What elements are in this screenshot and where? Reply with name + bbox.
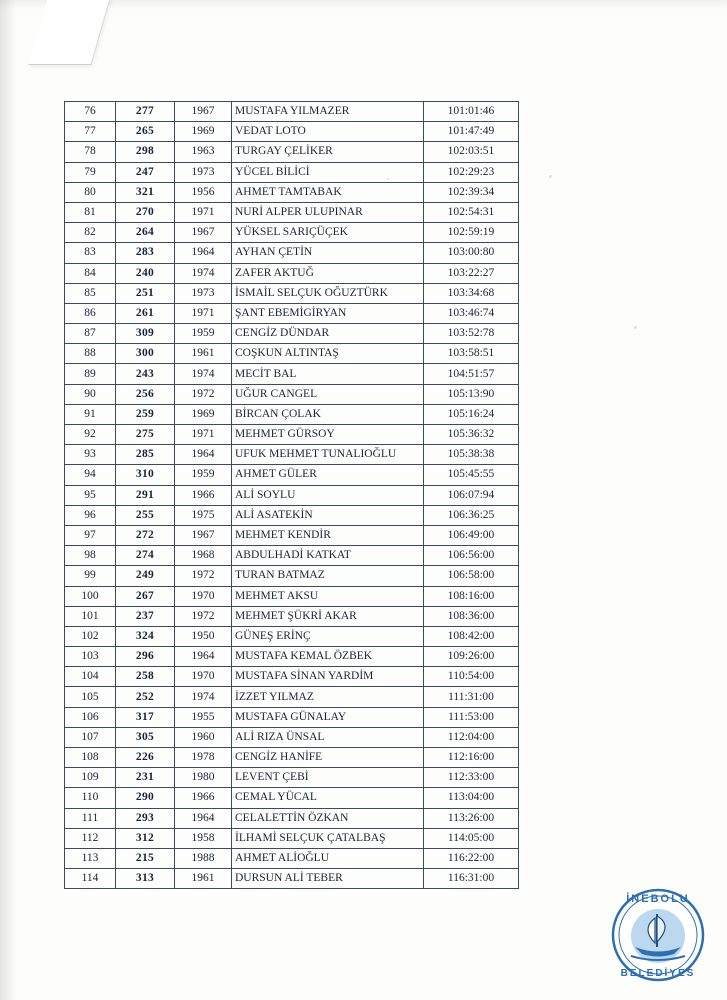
table-row bbox=[65, 707, 519, 727]
cell-participant-name: ALİ ASATEKİN bbox=[232, 505, 424, 525]
table-row bbox=[65, 243, 519, 263]
cell-bib-number: 237 bbox=[116, 606, 175, 626]
cell-bib-number: 305 bbox=[116, 727, 175, 747]
table-row bbox=[65, 485, 519, 505]
cell-birth-year: 1956 bbox=[175, 182, 232, 202]
cell-participant-name: TURAN BATMAZ bbox=[232, 566, 424, 586]
table-row bbox=[65, 828, 519, 848]
cell-finish-time: 106:58:00 bbox=[424, 566, 519, 586]
table-row bbox=[65, 869, 519, 889]
cell-birth-year: 1988 bbox=[175, 848, 232, 868]
cell-participant-name: COŞKUN ALTINTAŞ bbox=[232, 344, 424, 364]
table-row bbox=[65, 525, 519, 545]
cell-finish-time: 113:04:00 bbox=[424, 788, 519, 808]
cell-bib-number: 310 bbox=[116, 465, 175, 485]
cell-bib-number: 285 bbox=[116, 445, 175, 465]
cell-participant-name: İSMAİL SELÇUK OĞUZTÜRK bbox=[232, 283, 424, 303]
table-row bbox=[65, 808, 519, 828]
cell-finish-time: 106:56:00 bbox=[424, 546, 519, 566]
cell-participant-name: MECİT BAL bbox=[232, 364, 424, 384]
cell-rank: 106 bbox=[65, 707, 116, 727]
cell-finish-time: 103:58:51 bbox=[424, 344, 519, 364]
table-row bbox=[65, 586, 519, 606]
cell-birth-year: 1958 bbox=[175, 828, 232, 848]
cell-rank: 111 bbox=[65, 808, 116, 828]
cell-participant-name: AYHAN ÇETİN bbox=[232, 243, 424, 263]
cell-participant-name: UFUK MEHMET TUNALIOĞLU bbox=[232, 445, 424, 465]
table-row bbox=[65, 102, 519, 122]
cell-birth-year: 1970 bbox=[175, 586, 232, 606]
cell-rank: 99 bbox=[65, 566, 116, 586]
cell-finish-time: 116:22:00 bbox=[424, 848, 519, 868]
cell-finish-time: 102:03:51 bbox=[424, 142, 519, 162]
cell-birth-year: 1971 bbox=[175, 425, 232, 445]
cell-bib-number: 291 bbox=[116, 485, 175, 505]
cell-birth-year: 1972 bbox=[175, 384, 232, 404]
table-row bbox=[65, 566, 519, 586]
cell-bib-number: 317 bbox=[116, 707, 175, 727]
cell-participant-name: MUSTAFA YILMAZER bbox=[232, 102, 424, 122]
municipality-logo bbox=[605, 884, 711, 986]
cell-rank: 77 bbox=[65, 122, 116, 142]
cell-birth-year: 1978 bbox=[175, 748, 232, 768]
cell-participant-name: MEHMET KENDİR bbox=[232, 525, 424, 545]
cell-rank: 105 bbox=[65, 687, 116, 707]
cell-birth-year: 1973 bbox=[175, 283, 232, 303]
cell-rank: 114 bbox=[65, 869, 116, 889]
cell-participant-name: MEHMET ŞÜKRİ AKAR bbox=[232, 606, 424, 626]
table-row bbox=[65, 626, 519, 646]
table-row bbox=[65, 162, 519, 182]
cell-finish-time: 109:26:00 bbox=[424, 647, 519, 667]
cell-rank: 76 bbox=[65, 102, 116, 122]
cell-rank: 95 bbox=[65, 485, 116, 505]
cell-rank: 86 bbox=[65, 303, 116, 323]
cell-participant-name: AHMET TAMTABAK bbox=[232, 182, 424, 202]
cell-birth-year: 1972 bbox=[175, 566, 232, 586]
table-row bbox=[65, 404, 519, 424]
cell-bib-number: 312 bbox=[116, 828, 175, 848]
cell-bib-number: 259 bbox=[116, 404, 175, 424]
cell-rank: 104 bbox=[65, 667, 116, 687]
cell-birth-year: 1955 bbox=[175, 707, 232, 727]
table-row bbox=[65, 687, 519, 707]
cell-participant-name: CENGİZ DÜNDAR bbox=[232, 324, 424, 344]
results-table bbox=[64, 101, 519, 889]
cell-participant-name: DURSUN ALİ TEBER bbox=[232, 869, 424, 889]
cell-rank: 93 bbox=[65, 445, 116, 465]
cell-bib-number: 321 bbox=[116, 182, 175, 202]
page-edge-shadow bbox=[0, 0, 16, 1000]
cell-bib-number: 247 bbox=[116, 162, 175, 182]
cell-bib-number: 265 bbox=[116, 122, 175, 142]
cell-finish-time: 112:33:00 bbox=[424, 768, 519, 788]
table-row bbox=[65, 344, 519, 364]
cell-participant-name: MUSTAFA KEMAL ÖZBEK bbox=[232, 647, 424, 667]
cell-finish-time: 108:42:00 bbox=[424, 626, 519, 646]
cell-rank: 85 bbox=[65, 283, 116, 303]
table-row bbox=[65, 647, 519, 667]
cell-bib-number: 251 bbox=[116, 283, 175, 303]
cell-participant-name: GÜNEŞ ERİNÇ bbox=[232, 626, 424, 646]
cell-bib-number: 258 bbox=[116, 667, 175, 687]
table-row bbox=[65, 748, 519, 768]
cell-birth-year: 1967 bbox=[175, 223, 232, 243]
cell-finish-time: 101:47:49 bbox=[424, 122, 519, 142]
cell-bib-number: 313 bbox=[116, 869, 175, 889]
cell-birth-year: 1974 bbox=[175, 364, 232, 384]
table-row bbox=[65, 303, 519, 323]
cell-participant-name: NURİ ALPER ULUPINAR bbox=[232, 202, 424, 222]
cell-rank: 81 bbox=[65, 202, 116, 222]
cell-finish-time: 105:38:38 bbox=[424, 445, 519, 465]
cell-bib-number: 277 bbox=[116, 102, 175, 122]
cell-participant-name: MEHMET GÜRSOY bbox=[232, 425, 424, 445]
cell-birth-year: 1968 bbox=[175, 546, 232, 566]
cell-finish-time: 112:16:00 bbox=[424, 748, 519, 768]
cell-bib-number: 293 bbox=[116, 808, 175, 828]
cell-participant-name: ZAFER AKTUĞ bbox=[232, 263, 424, 283]
cell-bib-number: 231 bbox=[116, 768, 175, 788]
cell-rank: 80 bbox=[65, 182, 116, 202]
cell-finish-time: 112:04:00 bbox=[424, 727, 519, 747]
cell-bib-number: 255 bbox=[116, 505, 175, 525]
cell-rank: 113 bbox=[65, 848, 116, 868]
cell-birth-year: 1966 bbox=[175, 485, 232, 505]
cell-birth-year: 1974 bbox=[175, 687, 232, 707]
table-row bbox=[65, 142, 519, 162]
cell-bib-number: 274 bbox=[116, 546, 175, 566]
cell-finish-time: 111:53:00 bbox=[424, 707, 519, 727]
cell-rank: 92 bbox=[65, 425, 116, 445]
cell-rank: 83 bbox=[65, 243, 116, 263]
table-row bbox=[65, 202, 519, 222]
cell-rank: 110 bbox=[65, 788, 116, 808]
cell-participant-name: TURGAY ÇELİKER bbox=[232, 142, 424, 162]
cell-bib-number: 298 bbox=[116, 142, 175, 162]
cell-rank: 103 bbox=[65, 647, 116, 667]
cell-participant-name: ALİ SOYLU bbox=[232, 485, 424, 505]
cell-bib-number: 267 bbox=[116, 586, 175, 606]
cell-rank: 100 bbox=[65, 586, 116, 606]
cell-rank: 109 bbox=[65, 768, 116, 788]
scan-speck bbox=[634, 326, 637, 329]
results-table-container bbox=[64, 101, 495, 889]
cell-rank: 79 bbox=[65, 162, 116, 182]
cell-bib-number: 249 bbox=[116, 566, 175, 586]
table-row bbox=[65, 425, 519, 445]
cell-birth-year: 1950 bbox=[175, 626, 232, 646]
cell-participant-name: ŞANT EBEMİGİRYAN bbox=[232, 303, 424, 323]
cell-rank: 112 bbox=[65, 828, 116, 848]
cell-finish-time: 106:07:94 bbox=[424, 485, 519, 505]
table-row bbox=[65, 364, 519, 384]
cell-rank: 91 bbox=[65, 404, 116, 424]
cell-rank: 88 bbox=[65, 344, 116, 364]
cell-participant-name: MUSTAFA SİNAN YARDİM bbox=[232, 667, 424, 687]
cell-rank: 90 bbox=[65, 384, 116, 404]
table-row bbox=[65, 182, 519, 202]
cell-participant-name: YÜKSEL SARIÇÜÇEK bbox=[232, 223, 424, 243]
cell-bib-number: 283 bbox=[116, 243, 175, 263]
table-row bbox=[65, 324, 519, 344]
cell-birth-year: 1964 bbox=[175, 243, 232, 263]
cell-bib-number: 240 bbox=[116, 263, 175, 283]
table-row bbox=[65, 788, 519, 808]
cell-rank: 101 bbox=[65, 606, 116, 626]
cell-bib-number: 252 bbox=[116, 687, 175, 707]
cell-finish-time: 103:52:78 bbox=[424, 324, 519, 344]
cell-participant-name: ABDULHADİ KATKAT bbox=[232, 546, 424, 566]
cell-participant-name: AHMET GÜLER bbox=[232, 465, 424, 485]
cell-finish-time: 105:16:24 bbox=[424, 404, 519, 424]
cell-finish-time: 106:36:25 bbox=[424, 505, 519, 525]
table-row bbox=[65, 768, 519, 788]
cell-participant-name: UĞUR CANGEL bbox=[232, 384, 424, 404]
cell-participant-name: İLHAMİ SELÇUK ÇATALBAŞ bbox=[232, 828, 424, 848]
cell-bib-number: 275 bbox=[116, 425, 175, 445]
cell-finish-time: 101:01:46 bbox=[424, 102, 519, 122]
cell-birth-year: 1963 bbox=[175, 142, 232, 162]
cell-birth-year: 1959 bbox=[175, 465, 232, 485]
cell-finish-time: 105:45:55 bbox=[424, 465, 519, 485]
cell-participant-name: CELALETTİN ÖZKAN bbox=[232, 808, 424, 828]
cell-birth-year: 1961 bbox=[175, 869, 232, 889]
table-row bbox=[65, 667, 519, 687]
cell-birth-year: 1959 bbox=[175, 324, 232, 344]
cell-finish-time: 102:54:31 bbox=[424, 202, 519, 222]
cell-participant-name: VEDAT LOTO bbox=[232, 122, 424, 142]
cell-rank: 108 bbox=[65, 748, 116, 768]
cell-rank: 96 bbox=[65, 505, 116, 525]
cell-finish-time: 116:31:00 bbox=[424, 869, 519, 889]
cell-finish-time: 103:34:68 bbox=[424, 283, 519, 303]
table-row bbox=[65, 223, 519, 243]
cell-finish-time: 104:51:57 bbox=[424, 364, 519, 384]
table-row bbox=[65, 606, 519, 626]
scan-speck bbox=[549, 175, 552, 178]
cell-birth-year: 1969 bbox=[175, 122, 232, 142]
cell-participant-name: AHMET ALİOĞLU bbox=[232, 848, 424, 868]
table-row bbox=[65, 263, 519, 283]
cell-birth-year: 1964 bbox=[175, 445, 232, 465]
cell-rank: 102 bbox=[65, 626, 116, 646]
cell-bib-number: 270 bbox=[116, 202, 175, 222]
cell-participant-name: CEMAL YÜCAL bbox=[232, 788, 424, 808]
logo-top-text: İNEBOLU bbox=[626, 893, 690, 905]
cell-finish-time: 103:22:27 bbox=[424, 263, 519, 283]
cell-bib-number: 256 bbox=[116, 384, 175, 404]
cell-birth-year: 1966 bbox=[175, 788, 232, 808]
table-row bbox=[65, 727, 519, 747]
cell-finish-time: 110:54:00 bbox=[424, 667, 519, 687]
cell-finish-time: 102:59:19 bbox=[424, 223, 519, 243]
cell-finish-time: 102:29:23 bbox=[424, 162, 519, 182]
cell-rank: 98 bbox=[65, 546, 116, 566]
cell-bib-number: 309 bbox=[116, 324, 175, 344]
cell-bib-number: 272 bbox=[116, 525, 175, 545]
table-row bbox=[65, 122, 519, 142]
cell-birth-year: 1970 bbox=[175, 667, 232, 687]
cell-finish-time: 103:00:80 bbox=[424, 243, 519, 263]
cell-rank: 84 bbox=[65, 263, 116, 283]
cell-birth-year: 1964 bbox=[175, 647, 232, 667]
cell-participant-name: LEVENT ÇEBİ bbox=[232, 768, 424, 788]
cell-birth-year: 1971 bbox=[175, 303, 232, 323]
cell-finish-time: 108:16:00 bbox=[424, 586, 519, 606]
cell-bib-number: 324 bbox=[116, 626, 175, 646]
cell-rank: 78 bbox=[65, 142, 116, 162]
cell-participant-name: MUSTAFA GÜNALAY bbox=[232, 707, 424, 727]
table-row bbox=[65, 283, 519, 303]
table-row bbox=[65, 384, 519, 404]
cell-rank: 94 bbox=[65, 465, 116, 485]
table-row bbox=[65, 848, 519, 868]
cell-birth-year: 1971 bbox=[175, 202, 232, 222]
cell-finish-time: 111:31:00 bbox=[424, 687, 519, 707]
cell-participant-name: YÜCEL BİLİCİ bbox=[232, 162, 424, 182]
cell-bib-number: 296 bbox=[116, 647, 175, 667]
cell-birth-year: 1961 bbox=[175, 344, 232, 364]
cell-birth-year: 1969 bbox=[175, 404, 232, 424]
cell-finish-time: 106:49:00 bbox=[424, 525, 519, 545]
cell-finish-time: 103:46:74 bbox=[424, 303, 519, 323]
cell-finish-time: 114:05:00 bbox=[424, 828, 519, 848]
cell-bib-number: 226 bbox=[116, 748, 175, 768]
cell-participant-name: İZZET YILMAZ bbox=[232, 687, 424, 707]
cell-participant-name: BİRCAN ÇOLAK bbox=[232, 404, 424, 424]
cell-birth-year: 1974 bbox=[175, 263, 232, 283]
cell-birth-year: 1975 bbox=[175, 505, 232, 525]
cell-birth-year: 1980 bbox=[175, 768, 232, 788]
cell-birth-year: 1972 bbox=[175, 606, 232, 626]
table-row bbox=[65, 546, 519, 566]
cell-birth-year: 1967 bbox=[175, 102, 232, 122]
table-row bbox=[65, 505, 519, 525]
cell-rank: 97 bbox=[65, 525, 116, 545]
cell-participant-name: ALİ RIZA ÜNSAL bbox=[232, 727, 424, 747]
cell-bib-number: 264 bbox=[116, 223, 175, 243]
cell-birth-year: 1960 bbox=[175, 727, 232, 747]
table-row bbox=[65, 465, 519, 485]
table-row bbox=[65, 445, 519, 465]
cell-birth-year: 1964 bbox=[175, 808, 232, 828]
cell-rank: 107 bbox=[65, 727, 116, 747]
cell-participant-name: CENGİZ HANİFE bbox=[232, 748, 424, 768]
cell-bib-number: 290 bbox=[116, 788, 175, 808]
cell-bib-number: 261 bbox=[116, 303, 175, 323]
cell-finish-time: 113:26:00 bbox=[424, 808, 519, 828]
cell-rank: 82 bbox=[65, 223, 116, 243]
cell-bib-number: 243 bbox=[116, 364, 175, 384]
cell-participant-name: MEHMET AKSU bbox=[232, 586, 424, 606]
cell-bib-number: 215 bbox=[116, 848, 175, 868]
cell-birth-year: 1967 bbox=[175, 525, 232, 545]
cell-finish-time: 105:36:32 bbox=[424, 425, 519, 445]
cell-finish-time: 102:39:34 bbox=[424, 182, 519, 202]
logo-bottom-text: BELEDİYES bbox=[620, 968, 696, 979]
cell-finish-time: 108:36:00 bbox=[424, 606, 519, 626]
cell-rank: 89 bbox=[65, 364, 116, 384]
cell-finish-time: 105:13:90 bbox=[424, 384, 519, 404]
cell-bib-number: 300 bbox=[116, 344, 175, 364]
cell-birth-year: 1973 bbox=[175, 162, 232, 182]
cell-rank: 87 bbox=[65, 324, 116, 344]
